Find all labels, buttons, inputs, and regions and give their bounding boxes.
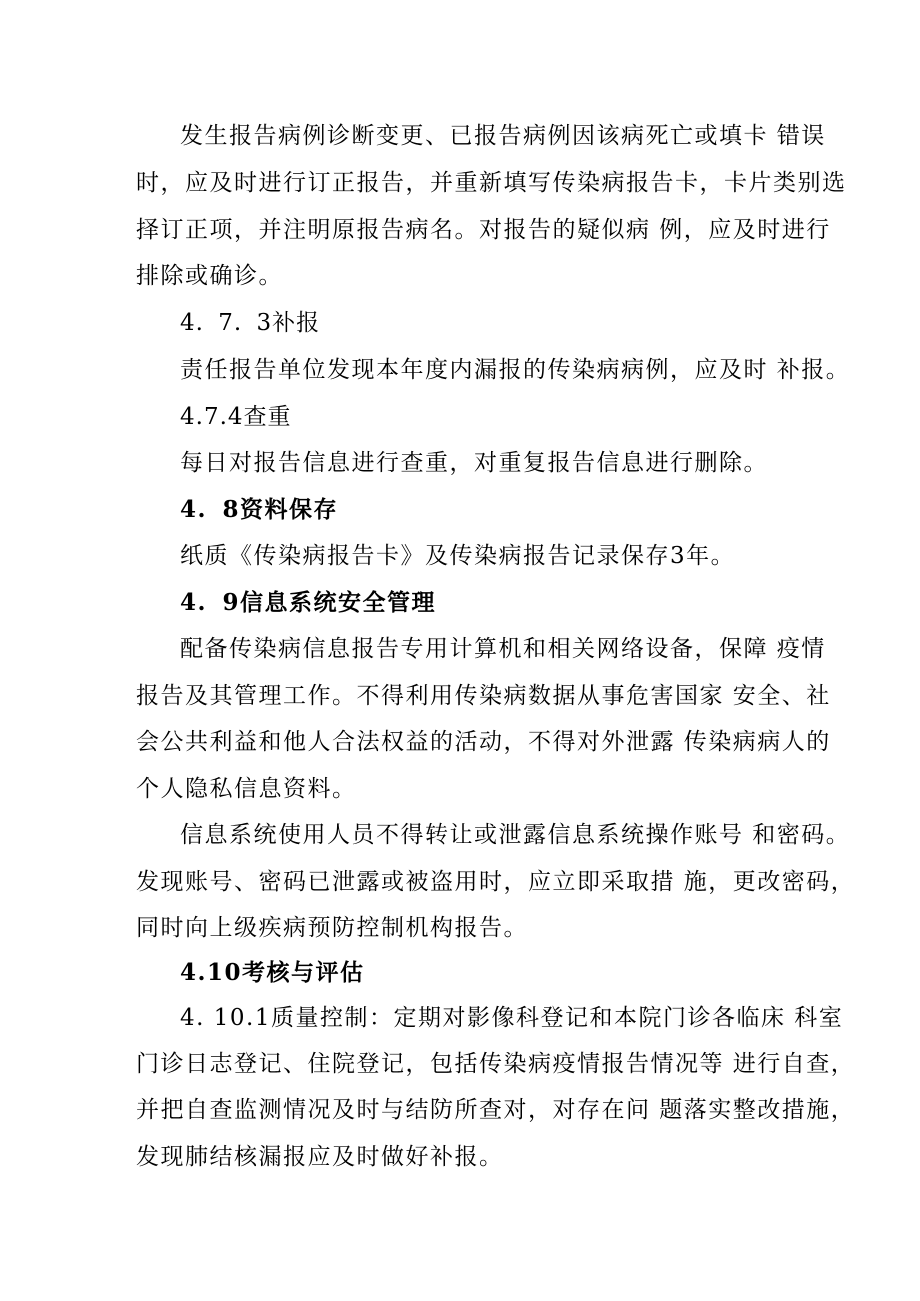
paragraph-line: 排除或确诊。: [136, 263, 283, 289]
section-heading: 4.10考核与评估: [180, 959, 365, 986]
paragraph-line: 4. 10.1质量控制：定期对影像科登记和本院门诊各临床 科室: [180, 1005, 844, 1031]
paragraph-line: 门诊日志登记、住院登记，包括传染病疫情报告情况等 进行自查，: [136, 1051, 856, 1077]
section-subheading: 4. 7. 3补报: [180, 310, 321, 336]
paragraph-line: 会公共利益和他人合法权益的活动，不得对外泄露 传染病病人的: [136, 729, 831, 755]
paragraph-line: 纸质《传染病报告卡》及传染病报告记录保存3年。: [180, 543, 736, 569]
section-heading: 4. 9信息系统安全管理: [180, 589, 437, 616]
section-heading: 4. 8资料保存: [180, 496, 339, 523]
paragraph-line: 发现账号、密码已泄露或被盗用时，应立即采取措 施，更改密码，: [136, 869, 856, 895]
paragraph-line: 个人隐私信息资料。: [136, 776, 357, 802]
paragraph-line: 责任报告单位发现本年度内漏报的传染病病例，应及时 补报。: [180, 357, 851, 383]
paragraph-line: 每日对报告信息进行查重，对重复报告信息进行删除。: [180, 450, 768, 476]
paragraph-line: 报告及其管理工作。不得利用传染病数据从事危害国家 安全、社: [136, 683, 831, 709]
paragraph-line: 同时向上级疾病预防控制机构报告。: [136, 915, 528, 941]
paragraph-line: 择订正项，并注明原报告病名。对报告的疑似病 例，应及时进行: [136, 217, 831, 243]
paragraph-line: 发现肺结核漏报应及时做好补报。: [136, 1144, 504, 1170]
paragraph-line: 时，应及时进行订正报告，并重新填写传染病报告卡，卡片类别选: [136, 170, 847, 196]
paragraph-line: 并把自查监测情况及时与结防所查对，对存在问 题落实整改措施，: [136, 1097, 856, 1123]
paragraph-line: 信息系统使用人员不得转让或泄露信息系统操作账号 和密码。: [180, 822, 851, 848]
paragraph-line: 配备传染病信息报告专用计算机和相关网络设备，保障 疫情: [180, 636, 826, 662]
section-subheading: 4.7.4查重: [180, 404, 292, 430]
paragraph-line: 发生报告病例诊断变更、已报告病例因该病死亡或填卡 错误: [180, 123, 826, 149]
